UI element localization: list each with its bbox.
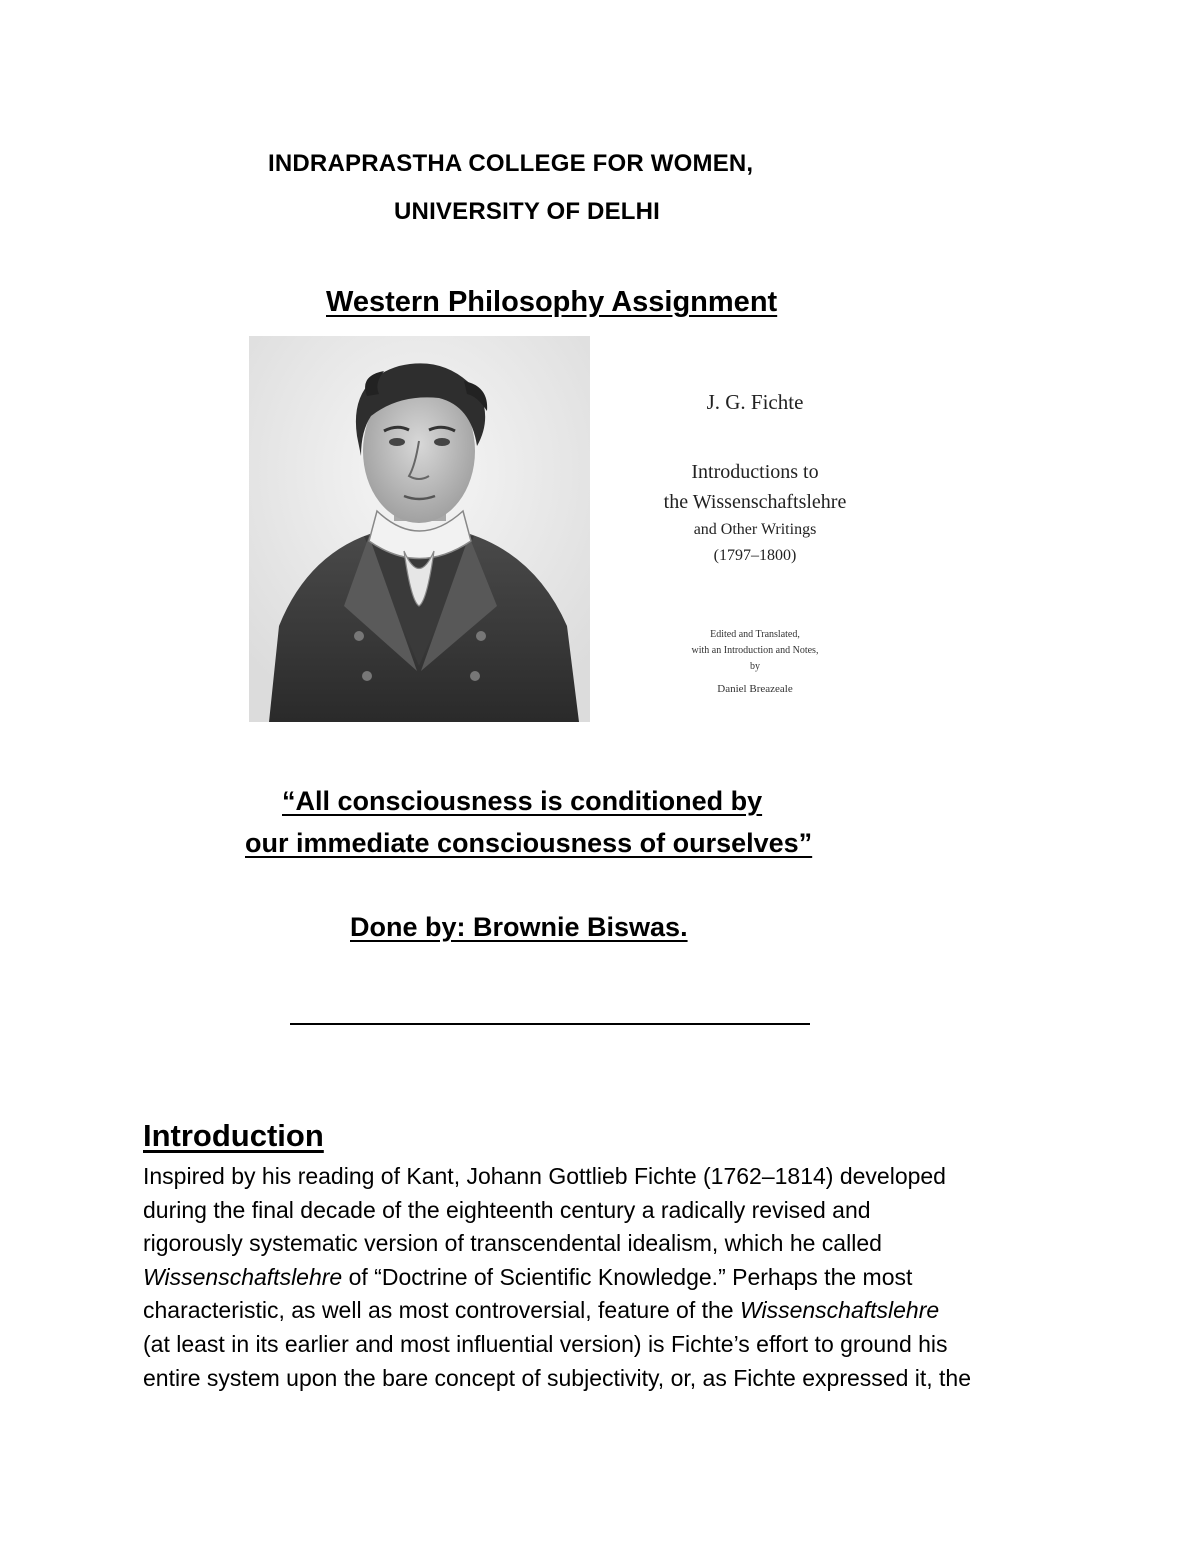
paragraph-line: Inspired by his reading of Kant, Johann Gottlieb Fichte (1762–1814) developed bbox=[143, 1163, 946, 1189]
book-title-line-3: and Other Writings bbox=[693, 521, 817, 538]
author-credit: Done by: Brownie Biswas. bbox=[350, 912, 688, 942]
paragraph-text: of “Doctrine of Scientific Knowledge.” Perhaps the most bbox=[342, 1263, 913, 1290]
paragraph-text: characteristic, as well as most controversial, feature of the bbox=[143, 1297, 740, 1324]
introduction-heading: Introduction bbox=[143, 1118, 324, 1153]
horizontal-rule bbox=[290, 1023, 810, 1025]
book-years: (1797–1800) bbox=[713, 547, 797, 564]
quote-line-1: “All consciousness is conditioned by bbox=[282, 786, 763, 816]
book-credit-line-1: Edited and Translated, bbox=[710, 629, 800, 640]
paragraph-line bbox=[143, 1261, 1083, 1295]
book-title-line-2: the Wissenschaftslehre bbox=[663, 491, 847, 513]
fichte-portrait-image bbox=[249, 336, 590, 722]
college-name: INDRAPRASTHA COLLEGE FOR WOMEN, bbox=[268, 150, 754, 177]
paragraph-line bbox=[143, 1294, 1083, 1328]
book-credit-line-3: by bbox=[750, 661, 760, 672]
portrait-drawing bbox=[249, 336, 590, 722]
italic-term: Wissenschaftslehre bbox=[739, 1297, 940, 1324]
paragraph-line: during the final decade of the eighteenth century a radically revised and bbox=[143, 1196, 871, 1223]
book-credit-line-2: with an Introduction and Notes, bbox=[691, 645, 819, 656]
book-cover-text bbox=[600, 390, 910, 697]
book-author: J. G. Fichte bbox=[706, 390, 804, 414]
paragraph-line: (at least in its earlier and most influential version) is Fichte’s effort to ground his bbox=[143, 1330, 948, 1357]
university-name: UNIVERSITY OF DELHI bbox=[394, 198, 661, 225]
book-title-line-1: Introductions to bbox=[691, 461, 819, 483]
introduction-paragraph bbox=[143, 1160, 1083, 1395]
book-credits bbox=[600, 627, 910, 697]
italic-term: Wissenschaftslehre bbox=[143, 1263, 343, 1290]
paragraph-line: rigorously systematic version of transcendental idealism, which he called bbox=[143, 1230, 882, 1257]
book-editor: Daniel Breazeale bbox=[717, 683, 793, 695]
assignment-title: Western Philosophy Assignment bbox=[326, 286, 778, 318]
paragraph-line: entire system upon the bare concept of subjectivity, or, as Fichte expressed it, the bbox=[143, 1364, 971, 1391]
quote-line-2: our immediate consciousness of ourselves” bbox=[245, 828, 813, 858]
